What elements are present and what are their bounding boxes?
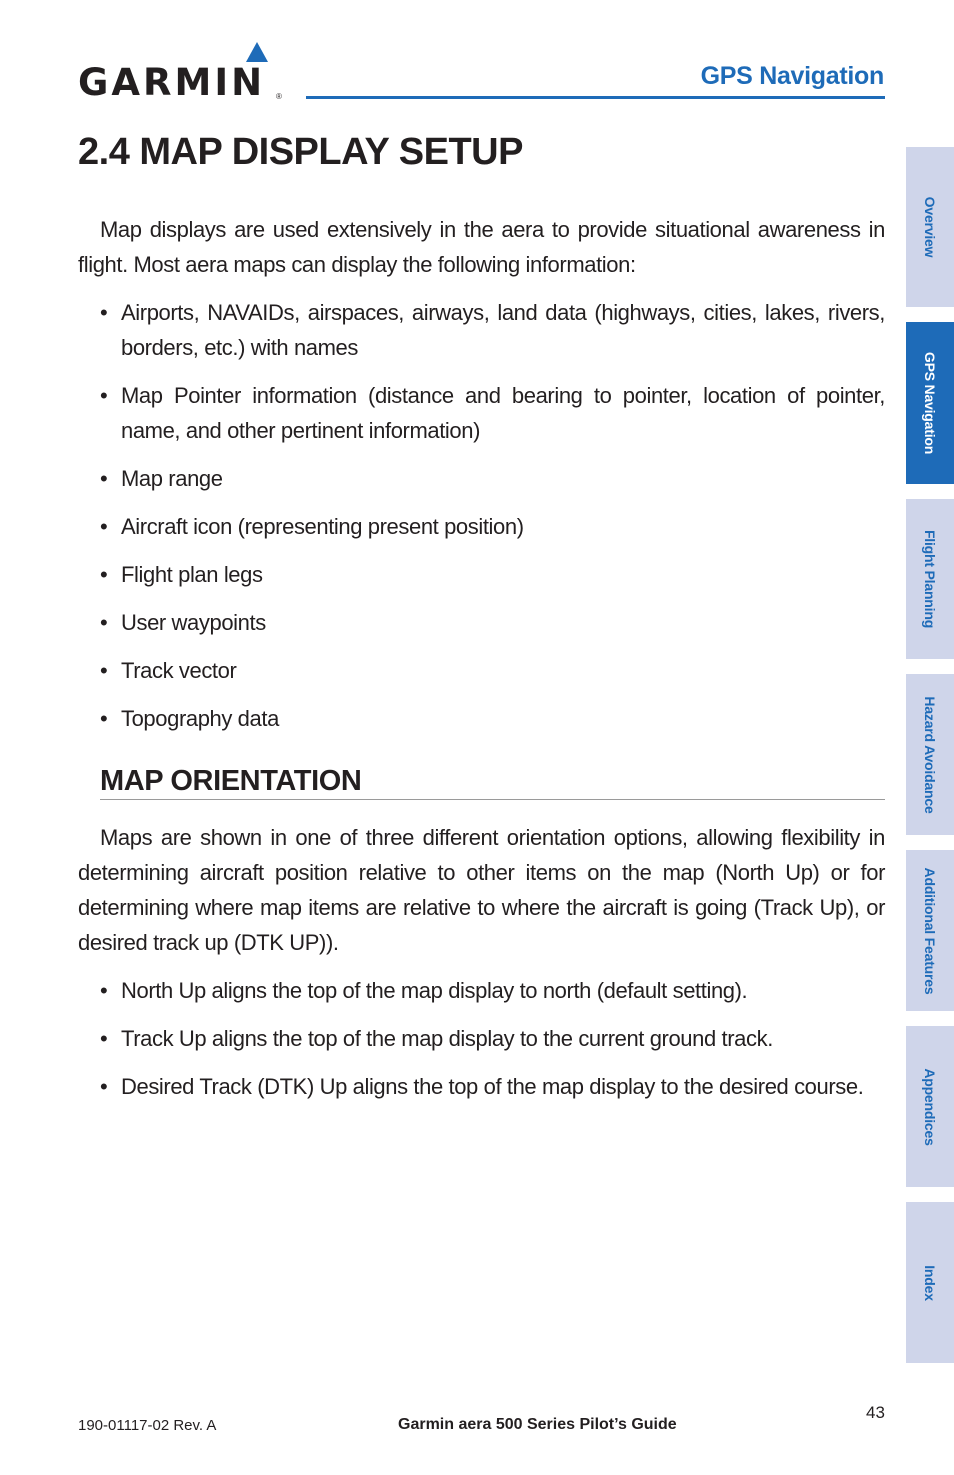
list-item [100,295,885,365]
registered-mark: ® [276,92,282,101]
page-title: 2.4 MAP DISPLAY SETUP [78,131,523,173]
bullet-icon: • [100,466,108,491]
list-item [100,653,885,688]
bullet-icon: • [100,562,108,587]
intro-paragraph: Map displays are used extensively in the aera to provide situational awareness in flight. Most aera maps can display the following information: [78,217,885,277]
tab-label: Appendices [922,1067,938,1146]
list-item [100,1021,885,1056]
guide-title: Garmin aera 500 Series Pilot’s Guide [398,1416,677,1433]
tab-label: GPS Navigation [922,351,938,455]
list-item-text: Topography data [121,706,279,731]
orientation-paragraph: Maps are shown in one of three different orientation options, allowing flexibility in determining aircraft position relative to other items on the map (North Up) or for determining where map items are relative to where the aircraft is going (Track Up), or desired track up (DTK UP)). [78,825,885,955]
section-tabs [906,0,954,1475]
tab-flight-planning[interactable] [906,499,954,659]
section-label: GPS Navigation [700,62,884,90]
info-bullet-list [78,295,885,736]
bullet-icon: • [100,514,108,539]
tab-gps-navigation[interactable] [906,322,954,484]
bullet-icon: • [100,658,108,683]
bullet-icon: • [100,1026,108,1051]
bullet-icon: • [100,300,108,325]
list-item [100,557,885,592]
tab-label: Hazard Avoidance [922,695,938,814]
list-item-text: Track vector [121,658,237,683]
tab-label: Overview [922,196,938,258]
tab-additional-features[interactable] [906,850,954,1011]
tab-label: Index [922,1264,938,1301]
list-item-text: Map range [121,466,223,491]
tab-label: Flight Planning [922,529,938,629]
bullet-icon: • [100,706,108,731]
list-item-text: User waypoints [121,610,266,635]
list-item [100,378,885,448]
list-item [100,461,885,496]
orientation-bullet-list [78,973,885,1104]
list-item-text: Flight plan legs [121,562,263,587]
list-item [100,1069,885,1104]
list-item [100,605,885,640]
tab-index[interactable] [906,1202,954,1363]
header-rule [306,96,885,99]
logo-wordmark: GARMIN [78,61,266,104]
list-item [100,701,885,736]
main-content [78,212,885,1117]
list-item [100,973,885,1008]
bullet-icon: • [100,610,108,635]
tab-appendices[interactable] [906,1026,954,1187]
page-number: 43 [866,1403,885,1422]
garmin-delta-icon [246,42,268,62]
garmin-logo [78,42,288,104]
list-item-text: Map Pointer information (distance and bearing to pointer, location of pointer, name, and other pertinent information) [121,383,885,443]
list-item-text: Airports, NAVAIDs, airspaces, airways, land data (highways, cities, lakes, rivers, borders, etc.) with names [121,300,885,360]
list-item-text: Aircraft icon (representing present position) [121,514,524,539]
list-item-text: Desired Track (DTK) Up aligns the top of the map display to the desired course. [121,1074,864,1099]
tab-overview[interactable] [906,147,954,307]
tab-hazard-avoidance[interactable] [906,674,954,835]
list-item-text: Track Up aligns the top of the map display to the current ground track. [121,1026,773,1051]
bullet-icon: • [100,383,108,408]
bullet-icon: • [100,978,108,1003]
list-item [100,509,885,544]
bullet-icon: • [100,1074,108,1099]
list-item-text: North Up aligns the top of the map display to north (default setting). [121,978,748,1003]
doc-number: 190-01117-02 Rev. A [78,1417,217,1434]
tab-label: Additional Features [922,867,938,994]
map-orientation-heading: MAP ORIENTATION [100,764,885,800]
